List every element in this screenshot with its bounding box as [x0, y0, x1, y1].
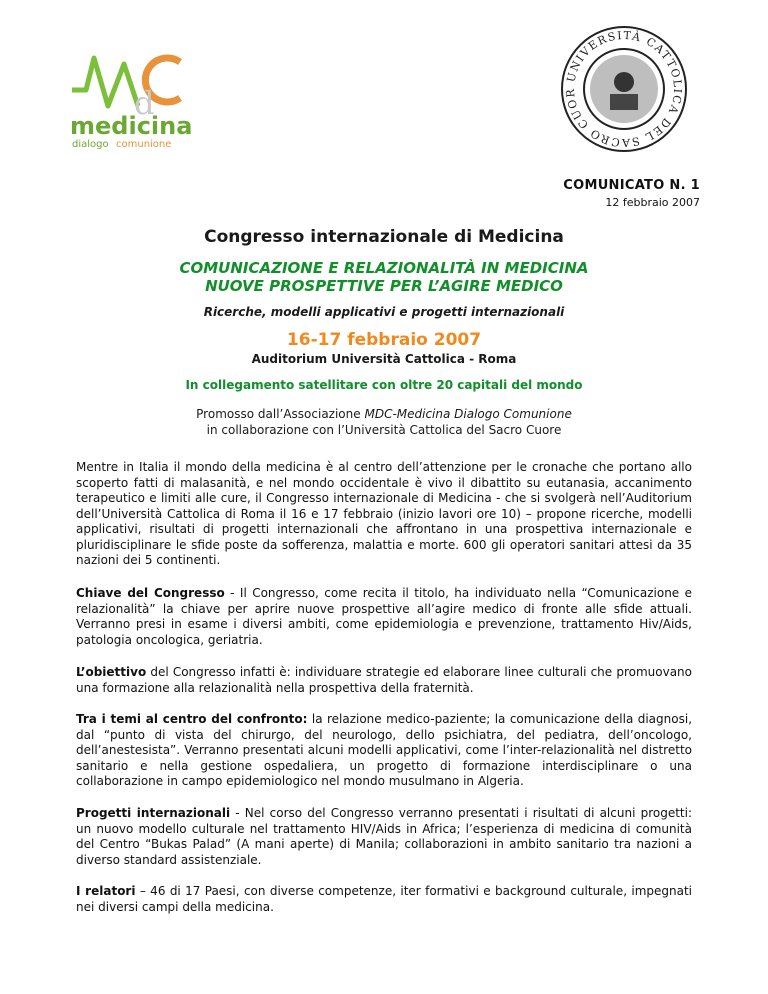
university-seal-icon — [558, 24, 690, 154]
paragraph-speakers-text: – 46 di 17 Paesi, con diverse competenze, iter formativi e background culturale, impegnati nei diversi campi della medicina. — [76, 884, 692, 914]
press-release-number: COMUNICATO N. 1 — [563, 178, 700, 193]
paragraph-themes — [76, 712, 692, 790]
press-release-header — [563, 178, 700, 209]
seal-ring-text: UNIVERSITÀ CATTOLICA DEL SACRO CUOR — [563, 28, 685, 150]
paragraph-key-lead: Chiave del Congresso — [76, 586, 225, 600]
event-tagline: Ricerche, modelli applicativi e progetti internazionali — [203, 305, 565, 319]
paragraph-projects-lead: Progetti internazionali — [76, 806, 231, 820]
paragraph-objective-lead: L’obiettivo — [76, 665, 147, 679]
paragraph-key-text: - Il Congresso, come recita il titolo, ha individuato nella “Comunicazione e relazionalità” la chiave per aprire nuove prospettive all’agire medico di fronte alle sfide attuali. Verranno presi in esame i diversi ambiti, come epidemiologia e prevenzione, trattamento Hiv/Aids, patologia oncologica, geriatria. — [76, 586, 692, 647]
paragraph-themes-text: la relazione medico-paziente; la comunicazione della diagnosi, dal “punto di vista del chirurgo, del neurologo, dello psichiatra, del pediatra, dell’oncologo, dell’anestesista”. Verranno presentati alcuni modelli applicativi, come l’inter-relazionalità nel distretto sanitario e nella gestione ospedaliera, un progetto di formazione interdisciplinare o una collaborazione in campo epidemiologico nel mondo musulmano in Algeria. — [76, 712, 693, 788]
event-promoter — [0, 406, 768, 438]
svg-text:d: d — [134, 84, 155, 122]
paragraph-objective-text: del Congresso infatti è: individuare strategie ed elaborare linee culturali che promuovano una formazione alla relazionalità nella prospettiva della fraternità. — [76, 665, 692, 695]
event-satellite: In collegamento satellitare con oltre 20 capitali del mondo — [185, 378, 583, 392]
paragraph-objective — [76, 665, 692, 696]
logo-wordmark: medicina — [70, 112, 193, 140]
promo-prefix: Promosso dall’Associazione — [196, 407, 365, 421]
paragraph-themes-lead: Tra i temi al centro del confronto: — [76, 712, 308, 726]
paragraph-intro: Mentre in Italia il mondo della medicina è al centro dell’attenzione per le cronache che portano allo scoperto fatti di malasanità, e nel mondo occidentale è vivo il dibattito su eutanasia, accanimento terapeutico e limiti alle cure, il Congresso internazionale di Medicina - che si svolgerà nell’Auditorium dell’Università Cattolica di Roma il 16 e 17 febbraio (inizio lavori ore 10) – propone ricerche, modelli applicativi, risultati di progetti internazionali che affrontano in una prospettiva internazionale e pluridisciplinare le sfide poste da sofferenza, malattia e morte. 600 gli operatori sanitari attesi da 35 nazioni dei 5 continenti. — [76, 460, 692, 567]
event-venue: Auditorium Università Cattolica - Roma — [251, 352, 517, 366]
event-subtitle — [0, 259, 768, 295]
paragraph-key — [76, 586, 692, 648]
event-subtitle-line2: NUOVE PROSPETTIVE PER L’AGIRE MEDICO — [205, 277, 563, 295]
mdc-logo — [68, 44, 198, 152]
logo-tagline-a: dialogo — [72, 139, 109, 150]
press-release-date: 12 febbraio 2007 — [605, 196, 700, 209]
paragraph-speakers-lead: I relatori — [76, 884, 136, 898]
paragraph-projects-text: - Nel corso del Congresso verranno presentati i risultati di alcuni progetti: un nuovo modello culturale nel trattamento HIV/Aids in Africa; l’esperienza di medicina di comunità del Centro “Bukas Palad” (A mani aperte) di Manila; collaborazioni in ambito sanitario tra nazioni a diverso standard assistenziale. — [76, 806, 692, 867]
paragraph-projects — [76, 806, 692, 868]
paragraph-speakers — [76, 884, 692, 915]
event-title: Congresso internazionale di Medicina — [204, 227, 564, 247]
event-dates: 16-17 febbraio 2007 — [286, 330, 482, 350]
promo-association: MDC-Medicina Dialogo Comunione — [364, 407, 572, 421]
logo-tagline-b: comunione — [116, 139, 172, 150]
event-subtitle-line1: COMUNICAZIONE E RELAZIONALITÀ IN MEDICINA — [179, 259, 589, 277]
promo-line2: in collaborazione con l’Università Cattolica del Sacro Cuore — [206, 423, 562, 437]
